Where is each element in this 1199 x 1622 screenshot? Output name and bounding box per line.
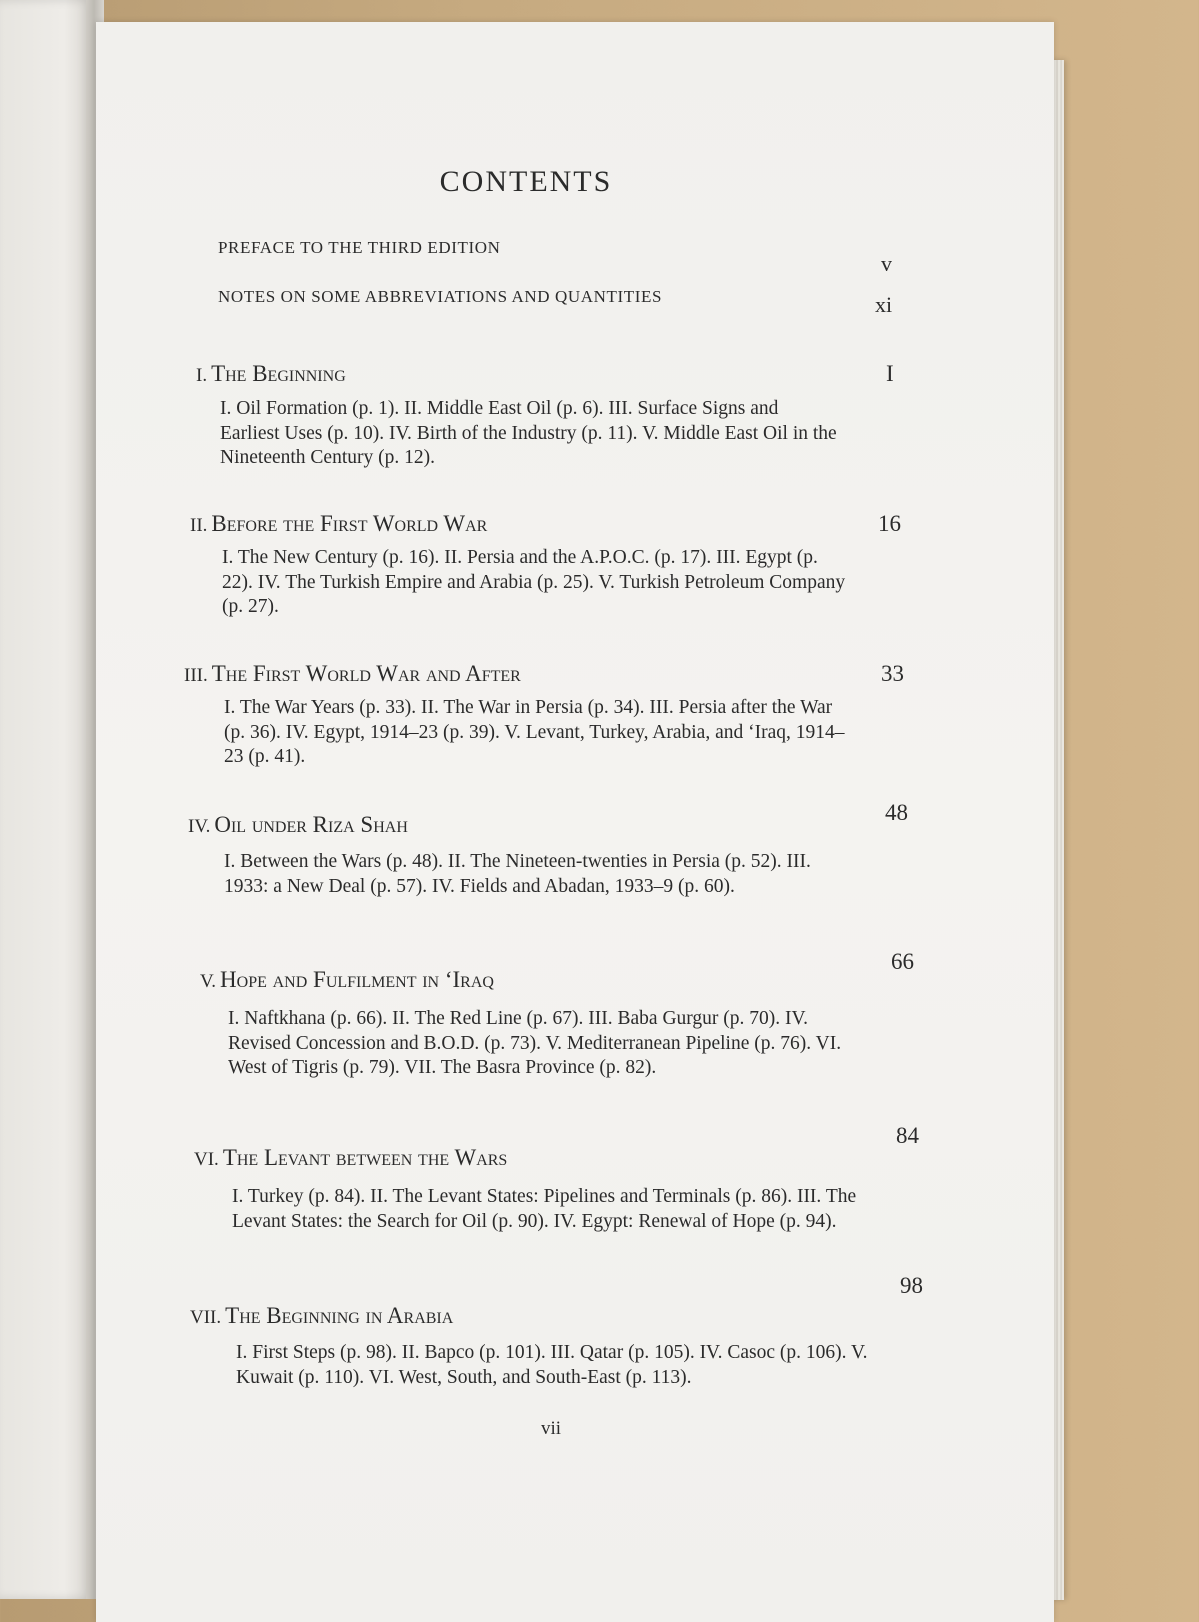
chapter-title: Oil under Riza Shah	[214, 812, 408, 837]
chapter-sections: I. The War Years (p. 33). II. The War in Persia (p. 34). III. Persia after the War (p. 36). IV. Egypt, 1914–23 (p. 39). V. Levant, Turkey, Arabia, and ‘Iraq, 1914–23 (p. 41).	[224, 697, 845, 767]
chapter-number: II.	[190, 515, 208, 536]
chapter-page: I	[886, 361, 894, 386]
chapter-number: V.	[200, 971, 217, 992]
chapter-number: I.	[196, 365, 208, 386]
chapter-sections: I. Naftkhana (p. 66). II. The Red Line (p. 67). III. Baba Gurgur (p. 70). IV. Revised Concession and B.O.D. (p. 73). V. Mediterranean Pipeline (p. 76). VI. West of Tigris (p. 79). VII. The Basra Province (p. 82).	[228, 1008, 842, 1078]
front-matter-notes-page: xi	[875, 292, 893, 317]
contents-page	[96, 22, 1054, 1622]
chapter-number: III.	[184, 665, 208, 686]
chapter-sections: I. Turkey (p. 84). II. The Levant States: Pipelines and Terminals (p. 86). III. The Levant States: the Search for Oil (p. 90). IV. Egypt: Renewal of Hope (p. 94).	[232, 1186, 857, 1232]
chapter-sections: I. First Steps (p. 98). II. Bapco (p. 101). III. Qatar (p. 105). IV. Casoc (p. 106). V. Kuwait (p. 110). VI. West, South, and South-East (p. 113).	[236, 1342, 868, 1388]
chapter-sections: I. Oil Formation (p. 1). II. Middle East Oil (p. 6). III. Surface Signs and Earliest Uses (p. 10). IV. Birth of the Industry (p. 11). V. Middle East Oil in the Nineteenth Century (p. 12).	[220, 398, 837, 468]
chapter-title: The Beginning	[211, 361, 346, 386]
chapter-number: IV.	[188, 816, 211, 837]
chapter-title: The First World War and After	[211, 661, 521, 686]
chapter-title: The Levant between the Wars	[222, 1145, 508, 1170]
chapter-sections: I. The New Century (p. 16). II. Persia and the A.P.O.C. (p. 17). III. Egypt (p. 22). IV. The Turkish Empire and Arabia (p. 25). V. Turkish Petroleum Company (p. 27).	[222, 547, 846, 617]
chapter-page: 16	[878, 511, 901, 536]
page-title: CONTENTS	[439, 165, 613, 198]
front-matter-notes: NOTES ON SOME ABBREVIATIONS AND QUANTITIES	[218, 287, 663, 306]
chapter-title: Hope and Fulfilment in ‘Iraq	[220, 967, 494, 992]
chapter-page: 84	[896, 1123, 919, 1148]
chapter-page: 66	[891, 949, 914, 974]
chapter-number: VII.	[190, 1307, 222, 1328]
chapter-title: Before the First World War	[211, 511, 488, 536]
front-matter-preface: PREFACE TO THE THIRD EDITION	[218, 238, 501, 257]
chapter-number: VI.	[194, 1149, 219, 1170]
front-matter-preface-page: v	[881, 251, 892, 276]
chapter-page: 98	[900, 1273, 923, 1298]
chapter-page: 48	[885, 800, 908, 825]
chapter-sections: I. Between the Wars (p. 48). II. The Nineteen-twenties in Persia (p. 52). III. 1933: a New Deal (p. 57). IV. Fields and Abadan, 1933–9 (p. 60).	[224, 851, 811, 897]
left-page	[0, 0, 92, 1599]
chapter-page: 33	[881, 661, 904, 686]
page-folio: vii	[540, 1418, 562, 1439]
chapter-title: The Beginning in Arabia	[225, 1303, 454, 1328]
